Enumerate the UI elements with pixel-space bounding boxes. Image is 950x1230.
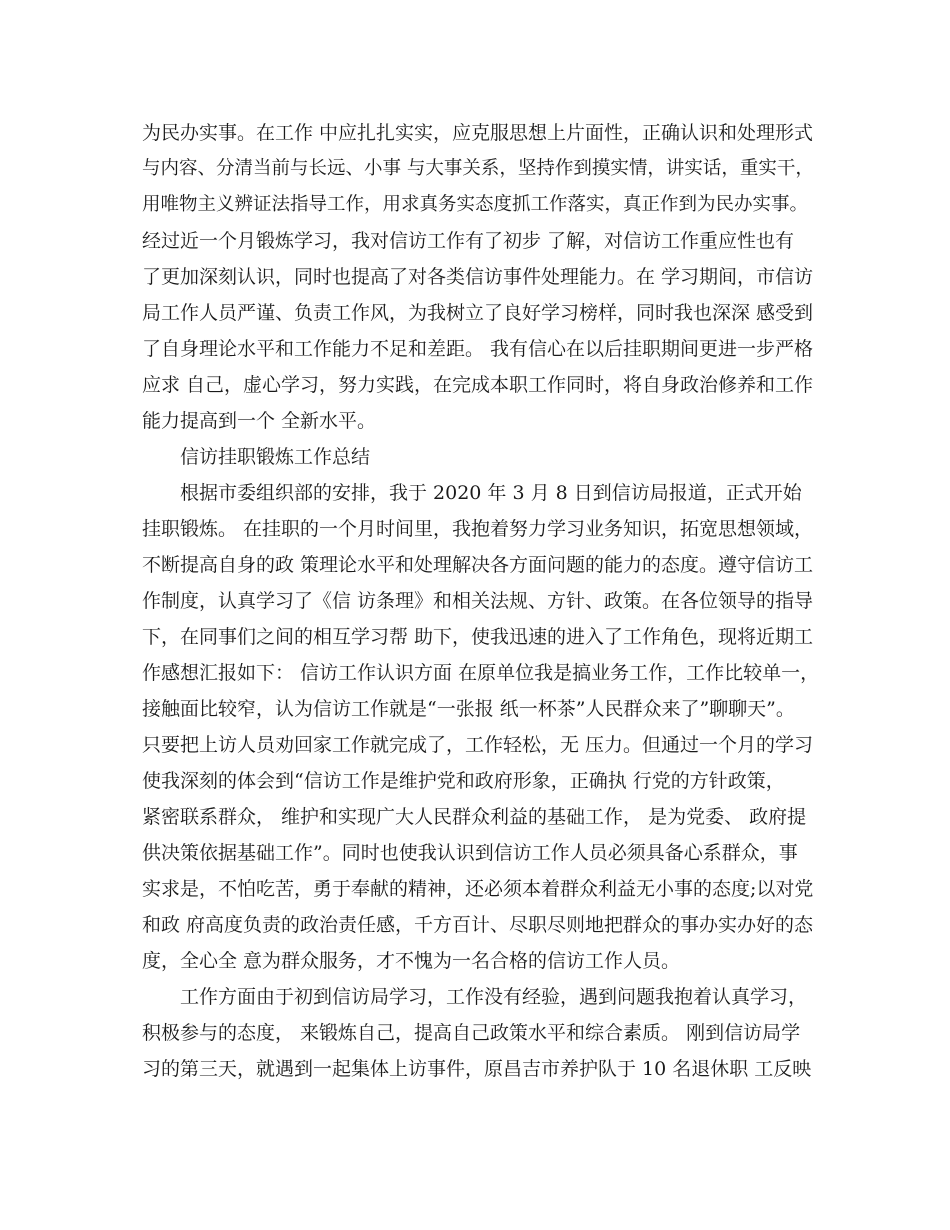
text-line: 为民办实事。在工作 中应扎扎实实，应克服思想上片面性，正确认识和处理形式: [142, 122, 814, 144]
text-line: 习的第三天，就遇到一起集体上访事件，原昌吉市养护队于 10 名退休职 工反映: [142, 1058, 812, 1080]
text-line: 用唯物主义辨证法指导工作，用求真务实态度抓工作落实，真正作到为民办实事。: [142, 194, 809, 215]
text-line: 了更加深刻认识，同时也提高了对各类信访事件处理能力。在 学习期间，市信访: [142, 266, 814, 288]
text-line: 工作方面由于初到信访局学习，工作没有经验，遇到问题我抱着认真学习，: [180, 986, 808, 1008]
text-line: 作感想汇报如下： 信访工作认识方面 在原单位我是搞业务工作，工作比较单一，: [142, 662, 820, 684]
text-line: 应求 自己，虚心学习，努力实践，在完成本职工作同时，将自身政治修养和工作: [142, 374, 814, 396]
text-line: 只要把上访人员劝回家工作就完成了，工作轻松，无 压力。但通过一个月的学习: [142, 734, 814, 756]
text-line: 接触面比较窄，认为信访工作就是“一张报 纸一杯茶”人民群众来了”聊聊天”。: [142, 698, 795, 720]
text-line: 局工作人员严谨、负责工作风，为我树立了良好学习榜样，同时我也深深 感受到: [142, 302, 814, 324]
text-line: 实求是，不怕吃苦，勇于奉献的精神，还必须本着群众利益无小事的态度;以对党: [142, 878, 814, 900]
text-line: 作制度，认真学习了《信 访条理》和相关法规、方针、政策。在各位领导的指导: [142, 590, 814, 612]
text-line: 供决策依据基础工作”。同时也使我认识到信访工作人员必须具备心系群众，事: [142, 842, 798, 864]
text-line: 紧密联系群众， 维护和实现广大人民群众利益的基础工作， 是为党委、 政府提: [142, 806, 807, 828]
text-line: 积极参与的态度， 来锻炼自己，提高自己政策水平和综合素质。 刚到信访局学: [142, 1022, 801, 1044]
text-line: 与内容、分清当前与长远、小事 与大事关系，坚持作到摸实情，讲实话，重实干，: [142, 158, 814, 179]
text-line: 挂职锻炼。 在挂职的一个月时间里，我抱着努力学习业务知识，拓宽思想领域，: [142, 518, 814, 540]
text-line: 能力提高到一个 全新水平。: [142, 410, 377, 432]
section-heading: 信访挂职锻炼工作总结: [180, 446, 371, 468]
text-line: 度，全心全 意为群众服务，才不愧为一名合格的信访工作人员。: [142, 950, 681, 972]
text-line: 使我深刻的体会到“信访工作是维护党和政府形象，正确执 行党的方针政策，: [142, 770, 785, 792]
text-line: 经过近一个月锻炼学习，我对信访工作有了初步 了解，对信访工作重应性也有: [142, 230, 795, 252]
text-line: 了自身理论水平和工作能力不足和差距。 我有信心在以后挂职期间更进一步严格: [142, 338, 814, 360]
text-line: 不断提高自身的政 策理论水平和处理解决各方面问题的能力的态度。遵守信访工: [142, 554, 814, 576]
text-line: 根据市委组织部的安排，我于 2020 年 3 月 8 日到信访局报道，正式开始: [180, 482, 802, 504]
text-line: 和政 府高度负责的政治责任感，千方百计、尽职尽则地把群众的事办实办好的态: [142, 914, 814, 936]
text-line: 下，在同事们之间的相互学习帮 助下，使我迅速的进入了工作角色，现将近期工: [142, 626, 814, 648]
